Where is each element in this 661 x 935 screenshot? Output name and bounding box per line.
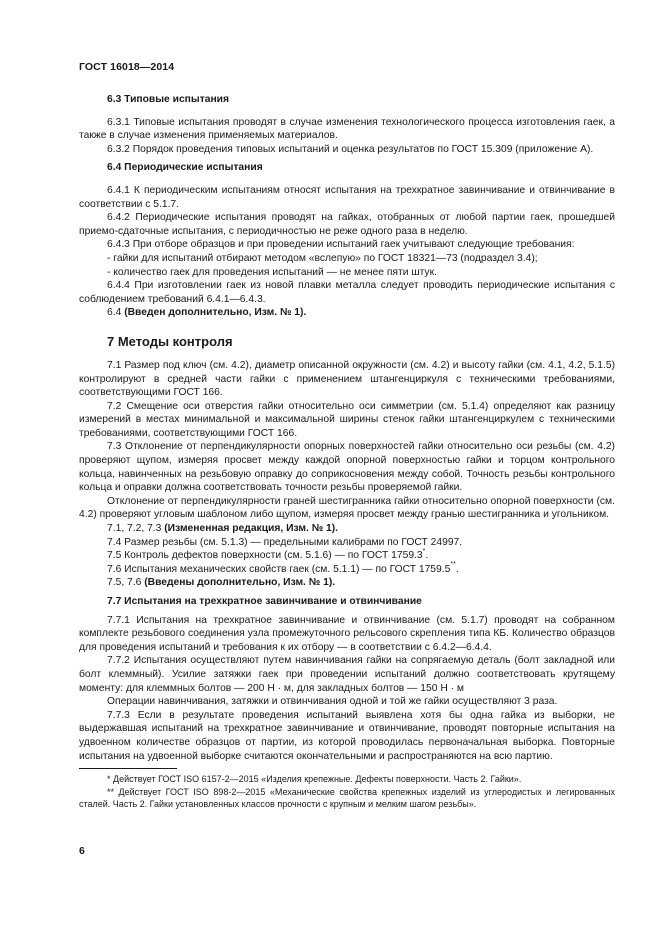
list-item: - количество гаек для проведения испытаний — не менее пяти штук. bbox=[107, 266, 437, 278]
footnote-2: ** Действует ГОСТ ISO 898-2—2015 «Механические свойства крепежных изделий из углеродистых и легированных сталей. Часть 2. Гайки установленных классов прочности с крупным и мелким шагом резьбы». bbox=[79, 786, 615, 810]
paragraph-6-3-2: 6.3.2 Порядок проведения типовых испытаний и оценка результатов по ГОСТ 15.309 (приложение А). bbox=[107, 143, 594, 155]
paragraph-6-4-1: 6.4.1 К периодическим испытаниям относят испытания на трехкратное завинчивание и отвинчивание в соответствии с 5.1.7. bbox=[79, 184, 615, 210]
paragraph-6-3-1: 6.3.1 Типовые испытания проводят в случае изменения технологического процесса изготовления гаек, а также в случае изменения применяемых материалов. bbox=[79, 116, 615, 142]
standard-header: ГОСТ 16018—2014 bbox=[79, 61, 175, 73]
period: . bbox=[455, 563, 459, 575]
paragraph-7-7-3: 7.7.3 Если в результате проведения испытаний выявлена хотя бы одна гайка из выборки, не выдержавшая испытаний на трехкратное завинчивание и отвинчивание, проводят повторные испытания на удвоенном количестве образцов от партии, из которой проводилась первоначальная выборка. Повторные испытания на удвоенной выборке считаются окончательными и распространяются на всю партию. bbox=[79, 709, 615, 762]
amendment-note: (Введены дополнительно, Изм. № 1). bbox=[144, 577, 336, 589]
paragraph-6-4-2: 6.4.2 Периодические испытания проводят на гайках, отобранных от любой партии гаек, прошедшей приемо-сдаточные испытания, с периодичностью не реже одного раза в неделю. bbox=[79, 212, 615, 237]
list-item: - гайки для испытаний отбирают методом «вслепую» по ГОСТ 18321—73 (подраздел 3.4); bbox=[107, 252, 538, 264]
paragraph-7-4: 7.4 Размер резьбы (см. 5.1.3) — предельными калибрами по ГОСТ 24997. bbox=[107, 536, 463, 548]
paragraph-7-5 bbox=[79, 549, 615, 563]
paragraph-7-6 bbox=[79, 563, 615, 577]
amendment-ref: 7.5, 7.6 bbox=[107, 577, 145, 589]
amendment-ref: 6.4 bbox=[107, 307, 125, 319]
paragraph-7-1: 7.1 Размер под ключ (см. 4.2), диаметр описанной окружности (см. 4.2) и высоту гайки (см. 4.1, 4.2, 5.1.5) контролируют в средней части гайки с применением штангенциркуля с техническими требованиями, соответствующими ГОСТ 166. bbox=[79, 359, 615, 399]
paragraph-7-7-2-cont: Операции навинчивания, затяжки и отвинчивания одной и той же гайки осуществляют 3 раза. bbox=[107, 696, 558, 708]
paragraph-7-3-cont: Отклонение от перпендикулярности граней шестигранника гайки относительно опорной поверхности (см. 4.2) проверяют угловым шаблоном либо щупом, измеряя просвет между гранью шестигранника и угольником. bbox=[79, 495, 615, 521]
paragraph-7-7-2: 7.7.2 Испытания осуществляют путем навинчивания гайки на сопрягаемую деталь (болт закладной или болт клеммный). Усилие затяжки гаек при проведении испытаний должно соответствовать крутящему моменту: для клеммных болтов — 200 Н · м, для закладных болтов — 150 Н · м bbox=[79, 655, 615, 694]
paragraph-6-4-4: 6.4.4 При изготовлении гаек из новой плавки металла следует проводить периодические испытания с соблюдением требований 6.4.1—6.4.3. bbox=[79, 280, 615, 305]
amendment-7-5-7-6 bbox=[79, 576, 615, 590]
footnote-1: * Действует ГОСТ ISO 6157-2—2015 «Изделия крепежные. Дефекты поверхности. Часть 2. Гайки». bbox=[107, 774, 522, 785]
footnote-mark: ** bbox=[450, 561, 456, 569]
section-6-3-title: 6.3 Типовые испытания bbox=[107, 94, 230, 105]
section-6-4-title: 6.4 Периодические испытания bbox=[107, 162, 263, 174]
paragraph-7-3: 7.3 Отклонение от перпендикулярности опорных поверхностей гайки относительно оси резьбы (см. 4.2) проверяют щупом, измеряя просвет между каждой опорной поверхностью гайки и торцом контрольного кольца, навинченных на резьбовую оправку до соприкосновения между собой. Точность резьбы контрольного кольца и оправки должна соответствовать точности резьбы проверяемой гайки. bbox=[79, 441, 615, 494]
amendment-6-4 bbox=[79, 306, 615, 320]
paragraph-7-2: 7.2 Смещение оси отверстия гайки относительно оси симметрии (см. 5.1.4) определяют как разницу измерений в местах минимальной и максимальной ширины стенок гайки штангенциркулем с техническими требованиями, соответствующими ГОСТ 166. bbox=[79, 400, 615, 439]
paragraph-7-6-text: 7.6 Испытания механических свойств гаек (см. 5.1.1) — по ГОСТ 1759.5 bbox=[107, 563, 451, 575]
section-7-7-title: 7.7 Испытания на трехкратное завинчивание и отвинчивание bbox=[107, 596, 422, 607]
paragraph-7-7-1: 7.7.1 Испытания на трехкратное завинчивание и отвинчивание (см. 5.1.7) проводят на собранном комплекте резьбового соединения узла промежуточного рельсового скрепления типа КБ. Количество образцов для проведения испытаний и требования к их отбору — в соответствии с 6.4.2—6.4.4. bbox=[79, 614, 615, 653]
footnote-mark: * bbox=[422, 547, 426, 555]
amendment-7-1-7-3 bbox=[79, 522, 615, 536]
amendment-note: (Измененная редакция, Изм. № 1). bbox=[164, 523, 339, 535]
footnote-divider bbox=[79, 768, 177, 769]
amendment-note: (Введен дополнительно, Изм. № 1). bbox=[124, 307, 307, 319]
amendment-ref: 7.1, 7.2, 7.3 bbox=[107, 523, 165, 535]
page-content bbox=[79, 93, 615, 811]
paragraph-7-5-text: 7.5 Контроль дефектов поверхности (см. 5.1.6) — по ГОСТ 1759.3 bbox=[107, 550, 423, 562]
paragraph-6-4-3: 6.4.3 При отборе образцов и при проведении испытаний гаек учитывают следующие требования: bbox=[107, 239, 575, 251]
period: . bbox=[425, 550, 429, 562]
section-7-title: 7 Методы контроля bbox=[107, 333, 233, 349]
page-number: 6 bbox=[79, 845, 85, 857]
